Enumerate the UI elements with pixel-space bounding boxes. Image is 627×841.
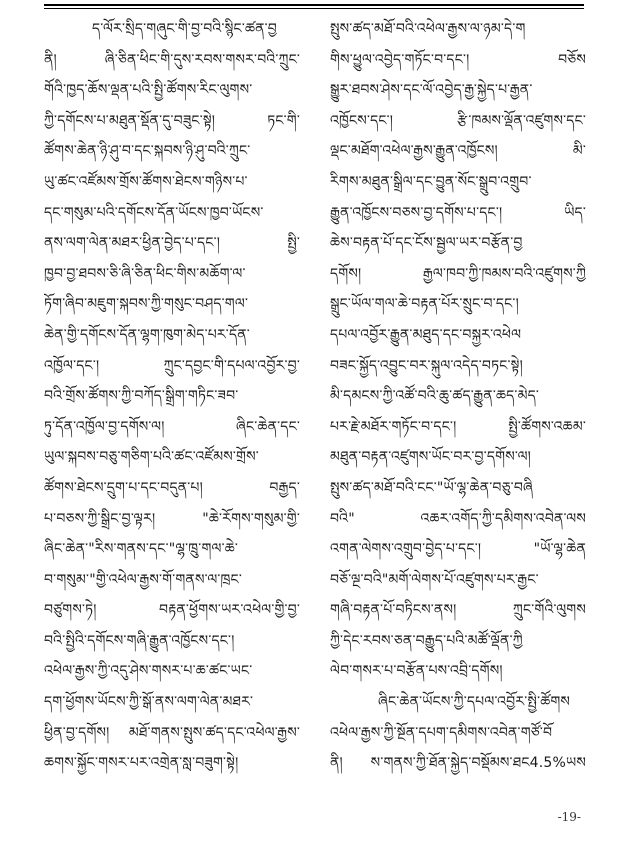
- text-line: ཏུ་དོན་འཁྱོལ་བྱ་དགོས་ལ། ཞིང་ཆེན་དང་: [44, 418, 300, 435]
- text-line: བའི་གྲོས་ཚོགས་ཀྱི་བཀོད་སྒྲིག་གཏིང་ཟབ་: [44, 388, 239, 405]
- text-line: ལྡང་མཐོག་འཕེལ་རྒྱས་རྒྱུན་འཁྱོངས། མི་: [330, 143, 586, 160]
- right-text-column: [330, 14, 586, 779]
- text-line: ཚོགས་ཐེངས་དྲུག་པ་དང་བདུན་པ། བརྒྱད་: [44, 479, 300, 496]
- text-line: མཐུན་བརྟན་འཛུགས་ཡོང་བར་བྱ་དགོས་ལ།: [330, 449, 531, 466]
- text-line: བའི་སྤྱིའི་དགོངས་གཞི་རྒྱུན་འཁྱོངས་དང་།: [44, 632, 235, 649]
- text-line: ཚོགས་ཆེན་ཉི་ཤུ་བ་དང་སྐབས་ཉི་ཤུ་བའི་ཀྲུང་: [44, 143, 251, 160]
- text-line: ཆེས་བརྟན་པོ་དང་ངོས་སྦྱལ་ཡར་བརྩོན་བྱ: [330, 235, 523, 252]
- text-line: པ་བཅས་ཀྱི་སྒྲིང་བྱ་ལྟར། "ཆེ་རོགས་གསུམ་གྱི་: [44, 510, 300, 527]
- text-line: ཆེན་གྱི་དགོངས་དོན་ལྷག་ཁུག་མེད་པར་དོན་: [44, 326, 250, 343]
- text-line: ཁྱབ་བྱ་ཐབས་ཅི་ཞི་ཅིན་ཕིང་གིས་མཆོག་ལ་: [44, 265, 246, 282]
- text-line: སྤུས་ཚད་མཐོ་བའི་འཕེལ་རྒྱས་ལ་ཉམ་དེ་ག: [330, 21, 526, 37]
- text-line: གཞི་བརྟན་པོ་བཏིངས་ནས། ཀྲུང་གོའི་ལུགས: [330, 602, 586, 619]
- text-line: བའི" འཆར་འགོད་ཀྱི་དམིགས་འབེན་ལས: [330, 510, 586, 527]
- text-line: གོའི་ཁྱད་ཆོས་ལྡན་པའི་སྤྱི་ཚོགས་རིང་ལུགས་: [44, 82, 253, 99]
- text-line: ཡུལ་སྐབས་བཅུ་གཅིག་པའི་ཚང་འཛོམས་གྲོས་: [44, 449, 259, 466]
- text-line: འཁྱོལ་དང་། ཀྲུང་དབྱང་གི་དཔལ་འབྱོར་བྱ་: [44, 357, 300, 374]
- text-line: མི་དམངས་ཀྱི་འཚོ་བའི་ཆུ་ཚད་རྒྱུན་ཆད་མེད་: [330, 388, 540, 405]
- page-number: -19-: [557, 810, 581, 824]
- text-line: འགན་ལེགས་འགྲུབ་བྱེད་པ་དང་། "ཡོ་ལྷ་ཆེན: [330, 541, 586, 558]
- text-line: པར་རྗེ་མཐོར་གཏོང་བ་དང་། སྤྱི་ཚོགས་འཆམ་: [330, 418, 586, 435]
- text-line: སྒྲུང་ཡོལ་གལ་ཆེ་བརྟན་པོར་སྲུང་བ་དང་།: [330, 296, 519, 313]
- text-line: འཕེལ་རྒྱས་ཀྱི་སྔོན་དཔག་དམིགས་འབེན་གཙོ་བོ: [330, 724, 553, 741]
- text-line: ཏོག་ཞིབ་མཇུག་སྐབས་ཀྱི་གསུང་བཤད་གལ་: [44, 296, 249, 313]
- text-line: གིས་ཕྱུལ་འབྱེད་གཏོང་བ་དང་། བཅོས: [330, 51, 586, 68]
- text-line: ནས་ལག་ལེན་མཐར་ཕྱིན་བྱེད་པ་དང་། སྤྱི་: [44, 235, 300, 252]
- text-line: བཟང་སྐྱོད་འབྱུང་བར་སྐུལ་འདེད་བཏང་སྟེ།: [330, 357, 523, 374]
- left-text-column: [44, 14, 300, 779]
- text-line: སྒྱུར་ཐབས་ཤེས་དང་ལོ་འབྱེད་རྒྱ་སྐྱེད་པ་རྒྱན་: [330, 82, 533, 99]
- text-line: ལེབ་གསར་པ་བརྩོན་པས་འབྲི་དགོས།: [330, 663, 503, 680]
- text-line: ཀྱི་དགོངས་པ་མཐུན་སྡོན་དུ་བཟུང་སྟེ། ཏང་གི་: [44, 112, 300, 129]
- text-line: རྒྱུན་འཁྱོངས་བཅས་བྱ་དགོས་པ་དང་། ཡིད་: [330, 204, 586, 221]
- text-line: སྤུས་ཚད་མཐོ་བའི་ངང་"ཡོ་ལྷ་ཆེན་བཅུ་བཞི: [330, 479, 533, 496]
- text-line: འཁྱོངས་དང་། རྩི་ཁམས་ལྡོན་འཛུགས་དང་: [330, 112, 586, 129]
- text-line: འཕེལ་རྒྱས་ཀྱི་འདུ་ཤེས་གསར་པ་ཆ་ཚང་ཡང་: [44, 663, 253, 680]
- text-line: དག་ཕྱོགས་ཡོངས་ཀྱི་སྒོ་ནས་ལག་ལེན་མཐར་: [44, 694, 254, 711]
- text-line: ནི། ཞི་ཅིན་ཕིང་གི་དུས་རབས་གསར་བའི་ཀྲུང་: [44, 51, 300, 68]
- text-line: དང་གསུམ་པའི་དགོངས་དོན་ཡོངས་ཁྱབ་ཡོངས་: [44, 204, 264, 221]
- text-line: ཀྱི་དེང་རབས་ཅན་བརྒྱུད་པའི་མཚོ་ལྡོན་ཀྱི: [330, 632, 523, 649]
- text-line: རིགས་མཐུན་སྒྲིལ་དང་བྱུན་སོང་སྒྲུབ་འགྲུབ་: [330, 173, 532, 190]
- text-line: ཕྱིན་བྱ་དགོས། མཐོ་གནས་སྤུས་ཚད་དང་འཕེལ་རྒྱས་: [44, 724, 300, 741]
- text-line: བཅོ་ལྔ་བའི"མགོ་ལེགས་པོ་འཛུགས་པར་རྒྱང་: [330, 571, 539, 588]
- text-line: བཙུགས་ཏེ། བརྟན་ཕྱོགས་ཡར་འཕེལ་གྱི་བྱ་: [44, 602, 300, 619]
- text-line: ཡུ་ཚང་འཛོམས་གྲོས་ཚོགས་ཐེངས་གཉིས་པ་: [44, 173, 248, 190]
- text-line: ཞིང་ཆེན་ཡོངས་ཀྱི་དཔལ་འབྱོར་སྤྱི་ཚོགས: [378, 694, 571, 711]
- text-line: ཆགས་སྐྱོང་གསར་པར་འགྲེན་སླ་བཟུག་སྟེ།: [44, 755, 239, 772]
- text-line: ད་ལོར་སྲིད་གཞུང་གི་བྱ་བའི་སྙིང་ཚན་བྱ: [92, 21, 277, 37]
- text-line: ནི། ས་གནས་ཀྱི་ཐོན་སྐྱེད་བསྡོམས་ཐང4.5%ཡས: [330, 755, 586, 772]
- top-rule-secondary: [44, 8, 584, 9]
- top-rule: [44, 4, 584, 6]
- text-line: དགོས། རྒྱལ་ཁབ་ཀྱི་ཁམས་བའི་འཛུགས་ཀྱི: [330, 265, 586, 282]
- text-line: ཞིང་ཆེན་"རིས་གནས་དང་"ལྷ་ཁྲུ་གལ་ཆེ་: [44, 541, 239, 558]
- text-line: བ་གསུམ་"གྱི་འཕེལ་རྒྱས་གོ་གནས་ལ་ཁྲང་: [44, 571, 242, 588]
- text-line: དཔལ་འབྱོར་རྒྱུན་མཐུད་དང་བསྐྱར་འཕེལ: [330, 326, 522, 343]
